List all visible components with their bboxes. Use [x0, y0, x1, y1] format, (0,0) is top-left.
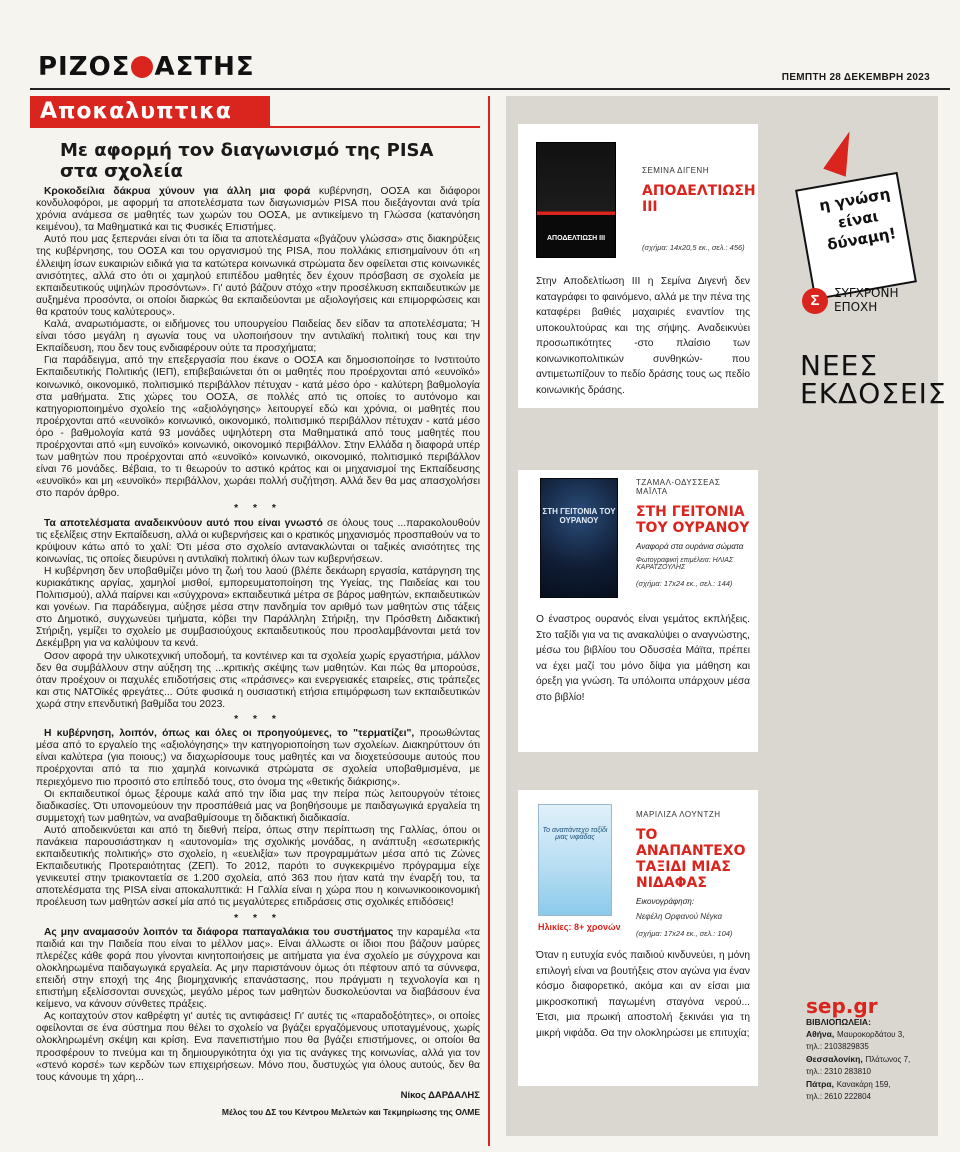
publisher-logo [800, 282, 940, 322]
article-paragraph: Αυτό που μας ξεπερνάει είναι ότι τα ίδια τα αποτελέσματα «βγάζουν γλώσσα» στις διακηρύξεις της κυβέρνησης, του ΟΟΣΑ και του οργανισμού της PISA, που πολλάκις επισημαίνουν ότι «η έλλειψη ίσων ευκαιριών ειδικά για τα κατώτερα κοινωνικά στρώματα δεν οφείλεται στις κοινωνικές ανισότητες, αλλά στο ότι οι χαμηλού επιπέδου μαθητές δεν έχουν πρόσβαση σε σχολεία με εκπαιδευτικούς υψηλών προσόντων». Γι' αυτό βάζουν στόχο «την προσέλκυση εκπαιδευτικών με αυξημένα προσόντα, οι οποίοι διαρκώς θα εκπαιδεύονται με αξιολογήσεις και επιμορφώσεις και θα κρατούν τους καλύτερους». [36, 234, 480, 318]
book-credit: Φωτογραφική επιμέλεια: ΗΛΙΑΣ ΚΑΡΑΤΖΟΥΛΗΣ [636, 557, 734, 571]
publisher-icon: Σ [802, 288, 828, 314]
article-paragraph: Καλά, αναρωτιόμαστε, οι ειδήμονες του υπουργείου Παιδείας δεν είδαν τα αποτελέσματα; Ή είναι τόσο μεγάλη η αγωνία τους να υλοποιήσουν την αντιλαϊκή πολιτική τους και την Εκπαίδευση, που δεν τους ενδιαφέρουν ούτε τα προσχήματα; [36, 319, 480, 355]
book-cover [540, 478, 618, 598]
publisher-name: ΣΥΓΧΡΟΝΗ ΕΠΟΧΗ [834, 286, 899, 314]
issue-date: ΠΕΜΠΤΗ 28 ΔΕΚΕΜΒΡΗ 2023 [781, 72, 930, 83]
article-author: Νίκος ΔΑΡΔΑΛΗΣ [400, 1089, 480, 1101]
book-cover [538, 804, 612, 916]
book-meta [642, 166, 754, 252]
masthead [30, 48, 950, 88]
badge-text: η γνώση είναι δύναμη! [817, 184, 898, 254]
cover-title: Το αναπάντεχο ταξίδι μιας νιφάδας [542, 827, 608, 841]
book-format: (σχήμα: 17x24 εκ., σελ.: 144) [636, 579, 733, 588]
book-card [518, 470, 758, 752]
logo-star-icon [131, 56, 153, 78]
book-format: (σχήμα: 14x20,5 εκ., σελ.: 456) [642, 243, 745, 252]
book-cover [536, 142, 616, 258]
article-paragraph: Η κυβέρνηση, λοιπόν, όπως και όλες οι προηγούμενες, το "τερματίζει", προωθώντας μέσα από το εργαλείο της «αξιολόγησης» την κατηγοριοποίηση των σχολείων. Διακηρύττουν ότι είναι καλύτερα (για ποιους;) να διαχωρίσουμε τους μαθητές και να διοχετεύσουμε αυτούς που προέρχονται από τα πιο χαμηλά κοινωνικά στρώματα σε σχολεία υποβαθμισμένα, με περιεχόμενο πιο προσιτό στο επίπεδό τους, στο όνομα της «θετικής διάκρισης». [36, 728, 480, 788]
book-format: (σχήμα: 17x24 εκ., σελ.: 104) [636, 929, 733, 938]
cover-title: ΑΠΟΔΕΛΤΙΩΣΗ ΙΙΙ [546, 235, 606, 242]
article-paragraph: Για παράδειγμα, από την επεξεργασία που έκανε ο ΟΟΣΑ και δημοσιοποίησε το Ινστιτούτο Εκπαιδευτικής Πολιτικής (ΙΕΠ), επιβεβαιώνεται ότι οι μαθητές που προέρχονται από «ευνοϊκό» κοινωνικό, οικονομικό, πολιτισμικό περιβάλλον πέτυχαν - κατά μέσο όρο - καλύτερη βαθμολογία στα μαθήματα. Στις χώρες του ΟΟΣΑ, σε πολλές από τις οποίες το αυτόνομο και κατηγοριοποιημένο σχολείο της «αξιολόγησης» λειτουργεί εδώ και χρόνια, οι μαθητές που προέρχονται από «ευνοϊκό» κοινωνικό, οικονομικό, πολιτισμικό περιβάλλον πέτυχαν - κατά μέσο όρο - βαθμολογία κατά 93 μονάδες υψηλότερη στα Μαθηματικά από τους μαθητές που προέρχονται από «μη ευνοϊκό» κοινωνικό, οικονομικό περιβάλλον. Στην Ελλάδα η διαφορά υπέρ των μαθητών που προέρχονται από «ευνοϊκό» κοινωνικό, οικονομικό, πολιτισμικό περιβάλλον είναι 76 μονάδες. Βέβαια, το τι θεωρούν το αστικό κράτος και οι μηχανισμοί της Εκπαίδευσης «ευνοϊκό» και μη «ευνοϊκό» περιβάλλον, χωράει πολλή συζήτηση. Αλλά δεν θα μας απασχολήσει στο παρόν άρθρο. [36, 355, 480, 500]
column-divider [488, 96, 490, 1146]
book-credit: Νεφέλη Ορφανού Νέγκα [636, 912, 723, 921]
new-editions-heading: ΝΕΕΣ ΕΚΔΟΣΕΙΣ [800, 349, 947, 410]
book-title: ΣΤΗ ΓΕΙΤΟΝΙΑ ΤΟΥ ΟΥΡΑΝΟΥ [636, 504, 750, 536]
section-underline [270, 126, 480, 128]
article-paragraph: Οι εκπαιδευτικοί όμως ξέρουμε καλά από την ίδια μας την πείρα πώς λειτουργούν τέτοιες διαδικασίες. Ότι υπονομεύουν την προσπάθειά μας να βοηθήσουμε με παιδαγωγικά εργαλεία τη συμμετοχή των μαθητών, να αναβαθμίσουμε τη διδακτική διαδικασία. [36, 788, 480, 824]
section-divider: * * * [234, 503, 282, 515]
badge-frame [795, 172, 917, 300]
store-entry: Αθήνα, Μαυροκορδάτου 3, τηλ.: 2103829835 [806, 1029, 905, 1051]
book-description: Όταν η ευτυχία ενός παιδιού κινδυνεύει, η μόνη επιλογή είναι να βουτήξεις στον αγώνα για έναν κόσμο διαφορετικό, ακόμα και αν είσαι μια μικροσκοπική παγωμένη σταγόνα νερού... Έτσι, μια πρωική αποστολή ξεκινάει για τη μικρή νιφάδα. Θα την ολοκληρώσει με επιτυχία; [536, 950, 750, 1039]
site-link[interactable]: sep.gr [806, 994, 878, 1018]
author-role: Μέλος του ΔΣ του Κέντρου Μελετών και Τεκμηρίωσης της ΟΛΜΕ [221, 1106, 480, 1117]
book-author: ΣΕΜΙΝΑ ΔΙΓΕΝΗ [642, 166, 709, 175]
article-paragraph: Αυτό αποδεικνύεται και από τη διεθνή πείρα, όπως στην περίπτωση της Γαλλίας, όπου οι πανάκεια παρουσιάστηκαν η «αυτονομία» της σχολικής μονάδας, η ανάπτυξη «εσωτερικής εκπαιδευτικής πολιτικής» στο σχολείο, η «ευελιξία» των προγραμμάτων μέσα από τις Ζώνες Εκπαιδευτικής Προτεραιότητας (ΖΕΠ). Το 2012, παρότι το συγκεκριμένο πρόγραμμα είχε γενικευτεί στην τριακονταετία σε 1.200 σχολεία, από 363 που ήταν κατά την έναρξή του, τα αποτελέσματα της PISA είναι αποκαλυπτικά: Η Γαλλία είναι η χώρα που η κοινωνικοοικονομική προέλευση των μαθητών ασκεί μία από τις μεγαλύτερες επιδράσεις στις σχολικές επιδόσεις! [36, 824, 480, 909]
book-description: Στην Αποδελτίωση ΙΙΙ η Σεμίνα Διγενή δεν καταγράφει το φαινόμενο, αλλά με την πένα της καταφέρει βαθιές μαχαιριές εναντίον της υποκουλτούρας και της σήψης. Αναδεικνύει προσωπικότητες -στο πλαίσιο των κοινωνικοπολιτικών συνθηκών- που αντιμετωπίζουν το πεδίο δράσης τους ως πεδίο κοινωνικής δράσης. [536, 276, 750, 396]
book-title: ΤΟ ΑΝΑΠΑΝΤΕΧΟ ΤΑΞΙΔΙ ΜΙΑΣ ΝΙΔΑΦΑΣ [636, 827, 746, 891]
article-paragraph: Ας κοιταχτούν στον καθρέφτη γι' αυτές τις αντιφάσεις! Γι' αυτές τις «παραδοξότητες», οι οποίες οφείλονται σε ένα σύστημα που θέλει το σχολείο να βγάζει εργαζόμενους υποταγμένους, χωρίς ολοκληρωμένη σκέψη και κρίση. Ενα πανεπιστήμιο που θα βγάζει επιστήμονες, οι οποίοι θα προσφέρουν το πνεύμα και τη δημιουργικότητα όχι για τις ανάγκες της κοινωνίας, αλλά για τον «στενό κορσέ» των κερδών των επιχειρήσεων. Μόνο που, δυστυχώς για όλους αυτούς, δεν θα τους κάνουμε τη χάρη... [36, 1011, 480, 1083]
book-author: ΜΑΡΙΛΙΖΑ ΛΟΥΝΤΖΗ [636, 810, 721, 819]
book-card [518, 790, 758, 1086]
newspaper-logo: ΡΙΖΟΣ ΑΣΤΗΣ [38, 52, 255, 82]
store-entry: Πάτρα, Κανακάρη 159, τηλ.: 2610 222804 [806, 1079, 891, 1101]
article-paragraph: Οσον αφορά την υλικοτεχνική υποδομή, τα κοντέινερ και τα σχολεία χωρίς εργαστήρια, μάλλον δεν θα συμβάλλουν στην αύξηση της ...κριτικής σκέψης των μαθητών. Και πώς θα μπορούσε, όταν προέχουν οι παχυλές επιδοτήσεις στις «πράσινες» και ενεργειακές εταιρείες, στις τράπεζες και στις ΝΑΤΟϊκές φρεγάτες... Ούτε φυσικά η ουσιαστική ετήσια επιμόρφωση των εκπαιδευτικών χωρά στην επενδυτική βαθμίδα του 2023. [36, 650, 480, 710]
bookstores-info [806, 994, 936, 1103]
bookstores-label: ΒΙΒΛΙΟΠΩΛΕΙΑ: [806, 1017, 871, 1027]
book-subtitle: Αναφορά στα ουράνια σώματα [636, 542, 744, 551]
section-divider: * * * [234, 714, 282, 726]
book-meta [636, 478, 754, 588]
arrow-up-icon [823, 127, 861, 177]
section-divider: * * * [234, 912, 282, 924]
store-entry: Θεσσαλονίκη, Πλάτωνος 7, τηλ.: 2310 283810 [806, 1054, 911, 1076]
book-meta [636, 810, 754, 938]
article-paragraph: Ας μην αναμασούν λοιπόν τα διάφορα παπαγαλάκια του συστήματος την καραμέλα «τα παιδιά και την Παιδεία που είναι το μέλλον μας». Είναι άλλωστε οι ίδιοι που βάζουν μαύρες πλερέζες κάθε φορά που γίνονται κινητοποιήσεις με αιτήματα για ένα σχολείο με σύγχρονα και ολοκληρωμένα παιδαγωγικά εργαλεία. Ας μην παριστάνουν όμως ότι πέφτουν από τα σύννεφα, επειδή στην εποχή της 4ης βιομηχανικής επανάστασης, που πράγματι η τεχνολογία και η επιστήμη εξελίσσονται συνεχώς, μεγάλο μέρος των μαθητών δυσκολεύονται να διαβάσουν ένα κείμενο, να κάνουν σύνθετες πράξεις. [36, 926, 480, 1011]
article-paragraph: Η κυβέρνηση δεν υποβαθμίζει μόνο τη ζωή του λαού (βλέπε δεκάωρη εργασία, κατάργηση της κυριακάτικης αργίας, χαμηλοί μισθοί, εμπορευματοποίηση της Υγείας, της Παιδείας και του Πολιτισμού), αλλά παίρνει και «σύγχρονα» εκπαιδευτικά μέτρα σε βάρος μαθητών, εκπαιδευτικών και γονέων. Για παράδειγμα, αύξησε μέσα στην πανδημία τον αριθμό των μαθητών στις τάξεις στο Δημοτικό, συγχωνεύει τμήματα, κόβει την Παράλληλη Στήριξη, την Πρόσθετη Διδακτική Στήριξη, γεμίζει το σχολείο με συμβασιούχους εκπαιδευτικούς που προσλαμβάνονται μετά τον Δεκέμβρη για να καλύψουν τα κενά. [36, 565, 480, 650]
age-range: Ηλικίες: 8+ χρονών [538, 922, 621, 932]
book-card [518, 124, 758, 408]
book-illustrator-label: Εικονογράφηση: [636, 897, 695, 906]
book-description: Ο έναστρος ουρανός είναι γεμάτος εκπλήξεις. Στο ταξίδι για να τις ανακαλύψει ο αναγνώστης, μέσω του βιβλίου του Οδυσσέα Μάϊτα, πρέπει να έχει μαζί του μόνο δίψα για μάθηση και όρεξη για γνώση. Τα υπόλοιπα υπάρχουν μέσα στο βιβλίο! [536, 614, 750, 703]
book-author: ΤΖΑΜΑΛ-ΟΔΥΣΣΕΑΣ ΜΑΪΛΤΑ [636, 478, 721, 496]
article-headline: Με αφορμή τον διαγωνισμό της PISA στα σχολεία [60, 140, 434, 182]
book-title: ΑΠΟΔΕΛΤΙΩΣΗ III [642, 183, 756, 215]
knowledge-badge [784, 130, 918, 280]
article-paragraph: Κροκοδείλια δάκρυα χύνουν για άλλη μια φορά κυβέρνηση, ΟΟΣΑ και διάφοροι κονδυλοφόροι, με αφορμή τα αποτελέσματα των διαγωνισμών PISA που διεξάγονται ανά τρία χρόνια ανάμεσα σε μαθητές των χωρών του ΟΟΣΑ, με αντικείμενο τη Γλώσσα (κατανόηση κειμένου), τα Μαθηματικά και τις Φυσικές Επιστήμες. [36, 186, 480, 234]
masthead-rule [30, 88, 950, 90]
article-paragraph: Τα αποτελέσματα αναδεικνύουν αυτό που είναι γνωστό σε όλους τους ...παρακολουθούν τις εξελίξεις στην Εκπαίδευση, αλλά οι κυβερνήσεις και ο κρατικός μηχανισμός προσπαθούν να το κρύψουν κάτω από το χαλί: Ότι μέσα στο σχολείο αντανακλώνται οι ταξικές ανισότητες της κοινωνίας, τις οποίες διευρύνει η αντιλαϊκή πολιτική όλων των κυβερνήσεων. [36, 517, 480, 565]
cover-title: ΣΤΗ ΓΕΙΤΟΝΙΑ ΤΟΥ ΟΥΡΑΝΟΥ [542, 507, 616, 525]
promo-badge [784, 130, 934, 280]
section-banner: Αποκαλυπτικα [30, 96, 270, 128]
article-body [36, 186, 480, 1118]
